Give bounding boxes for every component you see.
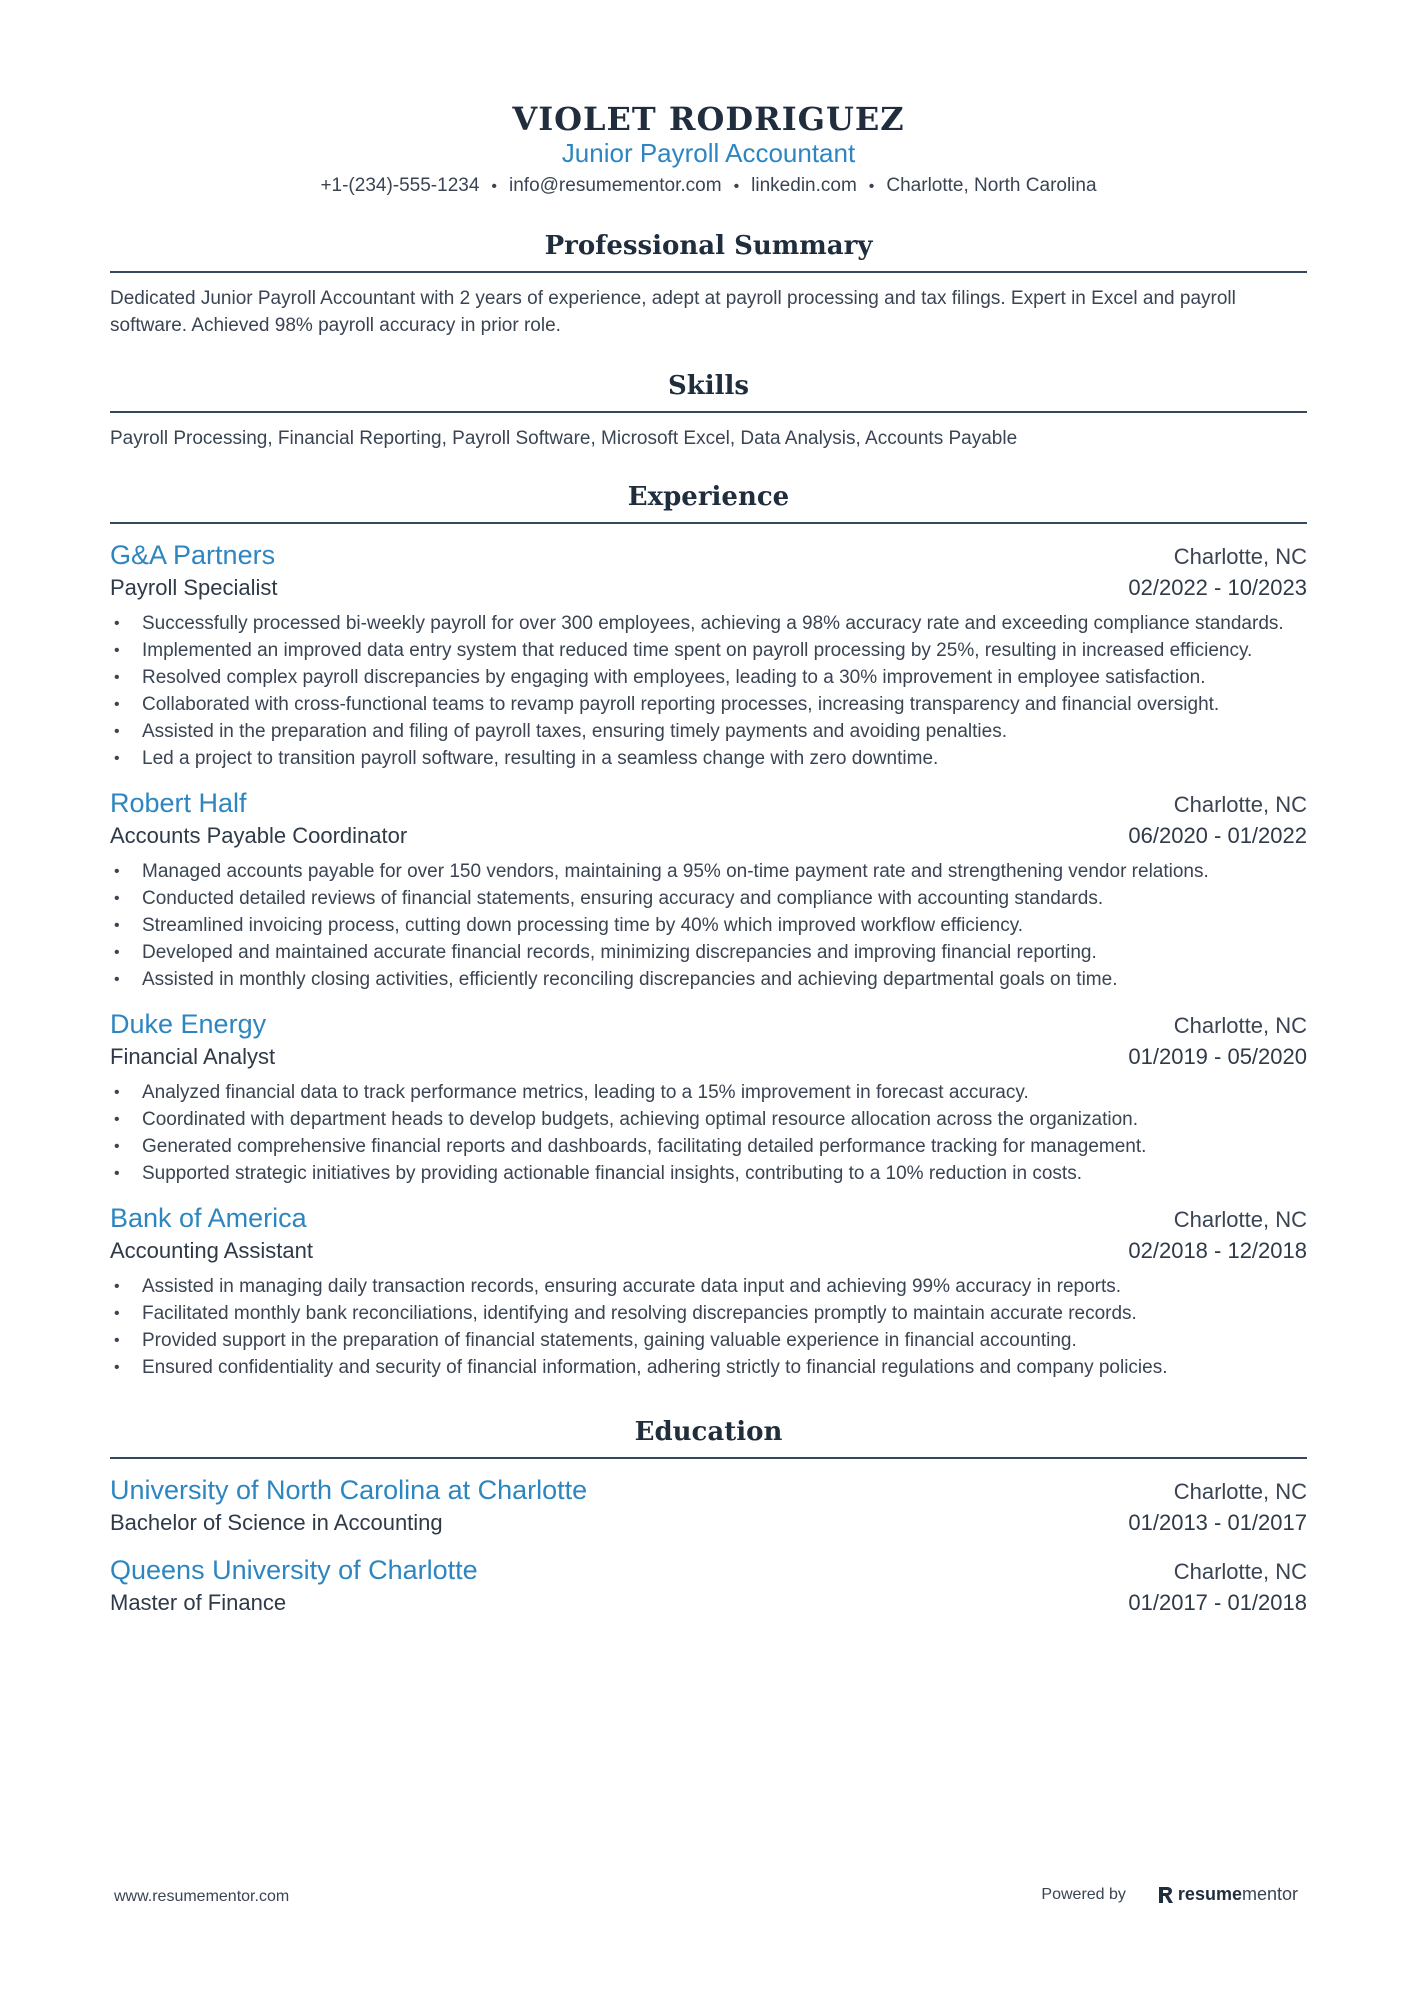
bullet-dot: • — [114, 944, 120, 961]
achievement-text: Generated comprehensive financial reports and dashboards, facilitating detailed performance tracking for management. — [142, 1136, 1147, 1157]
skills-text: Payroll Processing, Financial Reporting, Payroll Software, Microsoft Excel, Data Analysis, Accounts Payable — [110, 428, 1018, 449]
achievement-text: Assisted in the preparation and filing of payroll taxes, ensuring timely payments and avoiding penalties. — [142, 721, 1008, 742]
achievement-text: Analyzed financial data to track performance metrics, leading to a 15% improvement in forecast accuracy. — [142, 1082, 1029, 1103]
achievement-text: Assisted in monthly closing activities, efficiently reconciling discrepancies and achieving departmental goals on time. — [142, 969, 1118, 990]
resume-page — [110, 100, 1307, 1619]
achievement-item — [110, 691, 1307, 718]
resumementor-logo-icon — [1156, 1885, 1174, 1905]
achievement-text: Facilitated monthly bank reconciliations, identifying and resolving discrepancies promptly to maintain accurate records. — [142, 1303, 1137, 1324]
achievement-text: Managed accounts payable for over 150 vendors, maintaining a 95% on-time payment rate and strengthening vendor relations. — [142, 861, 1209, 882]
achievement-text: Provided support in the preparation of financial statements, gaining valuable experience in financial accounting. — [142, 1330, 1077, 1351]
achievement-text: Successfully processed bi-weekly payroll for over 300 employees, achieving a 98% accuracy rate and exceeding compliance standards. — [142, 613, 1284, 634]
achievement-item — [110, 1354, 1307, 1381]
achievement-text: Resolved complex payroll discrepancies by engaging with employees, leading to a 30% improvement in employee satisfaction. — [142, 667, 1206, 688]
skills-section — [110, 369, 1307, 452]
resume-header — [110, 100, 1307, 201]
education-entry — [110, 1473, 1307, 1539]
bullet-dot: • — [114, 971, 120, 988]
education-section — [110, 1415, 1307, 1619]
experience-role-row — [110, 820, 1307, 852]
achievement-list — [110, 858, 1307, 993]
bullet-dot: • — [114, 642, 120, 659]
bullet-dot: • — [114, 1138, 120, 1155]
education-dates: 01/2017 - 01/2018 — [1128, 1590, 1307, 1615]
achievement-text: Supported strategic initiatives by providing actionable financial insights, contributing to a 10% reduction in costs. — [142, 1163, 1082, 1184]
achievement-text: Implemented an improved data entry system that reduced time spent on payroll processing by 25%, resulting in increased efficiency. — [142, 640, 1253, 661]
bullet-dot: • — [114, 1278, 120, 1295]
job-location: Charlotte, NC — [1173, 544, 1307, 569]
job-dates: 02/2018 - 12/2018 — [1128, 1238, 1307, 1263]
experience-section — [110, 480, 1307, 1381]
brand-name-bold: resume — [1177, 1884, 1242, 1904]
achievement-item — [110, 664, 1307, 691]
achievement-item — [110, 1300, 1307, 1327]
brand-logo[interactable] — [1156, 1884, 1298, 1905]
contact-location: Charlotte, North Carolina — [886, 175, 1097, 196]
candidate-name: VIOLET RODRIGUEZ — [512, 100, 905, 138]
school-location: Charlotte, NC — [1173, 1479, 1307, 1504]
contact-linkedin[interactable]: linkedin.com — [751, 175, 857, 196]
achievement-item — [110, 858, 1307, 885]
achievement-list — [110, 1079, 1307, 1187]
education-entry — [110, 1553, 1307, 1619]
section-heading-summary: Professional Summary — [110, 229, 1307, 273]
achievement-text: Developed and maintained accurate financial records, minimizing discrepancies and improving financial reporting. — [142, 942, 1097, 963]
contact-email[interactable]: info@resumementor.com — [509, 175, 722, 196]
footer-branding — [1041, 1884, 1298, 1905]
achievement-text: Conducted detailed reviews of financial statements, ensuring accuracy and compliance with accounting standards. — [142, 888, 1104, 909]
bullet-dot: • — [114, 1084, 120, 1101]
school-name: Queens University of Charlotte — [110, 1555, 478, 1585]
achievement-text: Collaborated with cross-functional teams to revamp payroll reporting processes, increasing transparency and financial oversight. — [142, 694, 1220, 715]
achievement-item — [110, 939, 1307, 966]
achievement-item — [110, 1327, 1307, 1354]
footer-website[interactable]: www.resumementor.com — [114, 1888, 290, 1905]
experience-entry — [110, 538, 1307, 772]
job-dates: 02/2022 - 10/2023 — [1128, 575, 1307, 600]
education-header-row — [110, 1473, 1307, 1507]
achievement-text: Streamlined invoicing process, cutting down processing time by 40% which improved workflow efficiency. — [142, 915, 1024, 936]
bullet-dot: • — [114, 1111, 120, 1128]
experience-entry — [110, 1201, 1307, 1381]
job-dates: 06/2020 - 01/2022 — [1128, 823, 1307, 848]
bullet-dot: • — [114, 1332, 120, 1349]
job-role: Accounts Payable Coordinator — [110, 823, 408, 848]
experience-list — [110, 538, 1307, 1381]
contact-line — [110, 172, 1307, 201]
company-name: G&A Partners — [110, 540, 276, 570]
experience-role-row — [110, 1041, 1307, 1073]
achievement-item — [110, 1133, 1307, 1160]
achievement-list — [110, 1273, 1307, 1381]
summary-section — [110, 229, 1307, 339]
job-role: Accounting Assistant — [110, 1238, 314, 1263]
achievement-item — [110, 885, 1307, 912]
bullet-dot: • — [114, 696, 120, 713]
job-dates: 01/2019 - 05/2020 — [1128, 1044, 1307, 1069]
achievement-item — [110, 1106, 1307, 1133]
experience-header-row — [110, 786, 1307, 820]
job-role: Financial Analyst — [110, 1044, 276, 1069]
degree-name: Bachelor of Science in Accounting — [110, 1510, 443, 1535]
education-degree-row — [110, 1507, 1307, 1539]
section-heading-education: Education — [110, 1415, 1307, 1459]
company-name: Robert Half — [110, 788, 247, 818]
achievement-item — [110, 637, 1307, 664]
brand-name-light: mentor — [1241, 1884, 1298, 1904]
bullet-dot: • — [114, 723, 120, 740]
company-name: Bank of America — [110, 1203, 307, 1233]
bullet-dot: • — [114, 863, 120, 880]
bullet-dot: • — [114, 1305, 120, 1322]
achievement-text: Coordinated with department heads to develop budgets, achieving optimal resource allocation across the organization. — [142, 1109, 1138, 1130]
separator-dot: • — [733, 178, 740, 195]
section-heading-skills: Skills — [110, 369, 1307, 413]
experience-header-row — [110, 1201, 1307, 1235]
education-degree-row — [110, 1587, 1307, 1619]
achievement-list — [110, 610, 1307, 772]
education-dates: 01/2013 - 01/2017 — [1128, 1510, 1307, 1535]
education-header-row — [110, 1553, 1307, 1587]
bullet-dot: • — [114, 1359, 120, 1376]
job-location: Charlotte, NC — [1173, 792, 1307, 817]
achievement-item — [110, 1160, 1307, 1187]
school-location: Charlotte, NC — [1173, 1559, 1307, 1584]
experience-entry — [110, 1007, 1307, 1187]
bullet-dot: • — [114, 750, 120, 767]
bullet-dot: • — [114, 890, 120, 907]
contact-phone: +1-(234)-555-1234 — [320, 175, 480, 196]
achievement-item — [110, 966, 1307, 993]
experience-role-row — [110, 1235, 1307, 1267]
bullet-dot: • — [114, 1165, 120, 1182]
section-heading-experience: Experience — [110, 480, 1307, 524]
separator-dot: • — [491, 178, 498, 195]
achievement-item — [110, 1273, 1307, 1300]
summary-text: Dedicated Junior Payroll Accountant with 2 years of experience, adept at payroll processing and tax filings. Expert in Excel and payroll software. Achieved 98% payroll accuracy in prior role. — [110, 288, 1236, 336]
job-location: Charlotte, NC — [1173, 1207, 1307, 1232]
achievement-item — [110, 610, 1307, 637]
achievement-text: Assisted in managing daily transaction records, ensuring accurate data input and achieving 99% accuracy in reports. — [142, 1276, 1122, 1297]
powered-by-label: Powered by — [1041, 1885, 1126, 1903]
company-name: Duke Energy — [110, 1009, 267, 1039]
experience-header-row — [110, 1007, 1307, 1041]
achievement-item — [110, 745, 1307, 772]
job-location: Charlotte, NC — [1173, 1013, 1307, 1038]
achievement-item — [110, 912, 1307, 939]
experience-header-row — [110, 538, 1307, 572]
bullet-dot: • — [114, 669, 120, 686]
degree-name: Master of Finance — [110, 1590, 287, 1615]
education-list — [110, 1473, 1307, 1619]
achievement-text: Led a project to transition payroll software, resulting in a seamless change with zero downtime. — [142, 748, 939, 769]
experience-entry — [110, 786, 1307, 993]
school-name: University of North Carolina at Charlotte — [110, 1475, 588, 1505]
bullet-dot: • — [114, 917, 120, 934]
experience-role-row — [110, 572, 1307, 604]
candidate-title: Junior Payroll Accountant — [561, 138, 856, 168]
achievement-item — [110, 1079, 1307, 1106]
achievement-text: Ensured confidentiality and security of financial information, adhering strictly to financial regulations and company policies. — [142, 1357, 1168, 1378]
achievement-item — [110, 718, 1307, 745]
job-role: Payroll Specialist — [110, 575, 278, 600]
separator-dot: • — [868, 178, 875, 195]
bullet-dot: • — [114, 615, 120, 632]
